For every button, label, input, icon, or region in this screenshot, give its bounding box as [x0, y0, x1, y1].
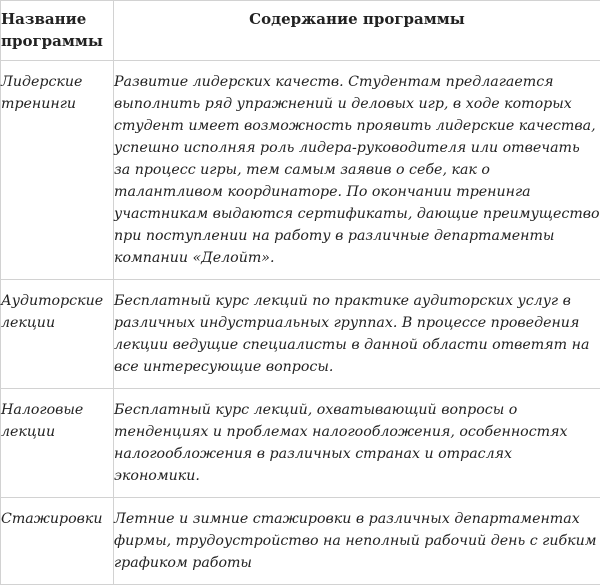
table-row	[1, 498, 600, 585]
program-name: Лидерские тренинги	[1, 61, 114, 280]
program-content: Летние и зимние стажировки в различных департаментах фирмы, трудоустройство на неполный рабочий день с гибким графиком работы	[114, 498, 600, 585]
program-content: Бесплатный курс лекций, охватывающий вопросы о тенденциях и проблемах налогообложения, особенностях налогообложения в различных странах и отраслях экономики.	[114, 389, 600, 498]
program-content: Развитие лидерских качеств. Студентам предлагается выполнить ряд упражнений и деловых игр, в ходе которых студент имеет возможность проявить лидерские качества, успешно исполняя роль лидера-руководителя или отвечать за процесс игры, тем самым заявив о себе, как о талантливом координаторе. По окончании тренинга участникам выдаются сертификаты, дающие преимущество при поступлении на работу в различные департаменты компании «Делойт».	[114, 61, 600, 280]
table-row	[1, 389, 600, 498]
table-header-row	[1, 1, 600, 61]
program-content: Бесплатный курс лекций по практике аудиторских услуг в различных индустриальных группах. В процессе проведения лекции ведущие специалисты в данной области ответят на все интересующие вопросы.	[114, 280, 600, 389]
table-row	[1, 61, 600, 280]
program-name: Стажировки	[1, 498, 114, 585]
column-header-program-content: Содержание программы	[114, 1, 600, 61]
program-name: Аудиторские лекции	[1, 280, 114, 389]
table-row	[1, 280, 600, 389]
program-name: Налоговые лекции	[1, 389, 114, 498]
column-header-program-name: Название программы	[1, 1, 114, 61]
